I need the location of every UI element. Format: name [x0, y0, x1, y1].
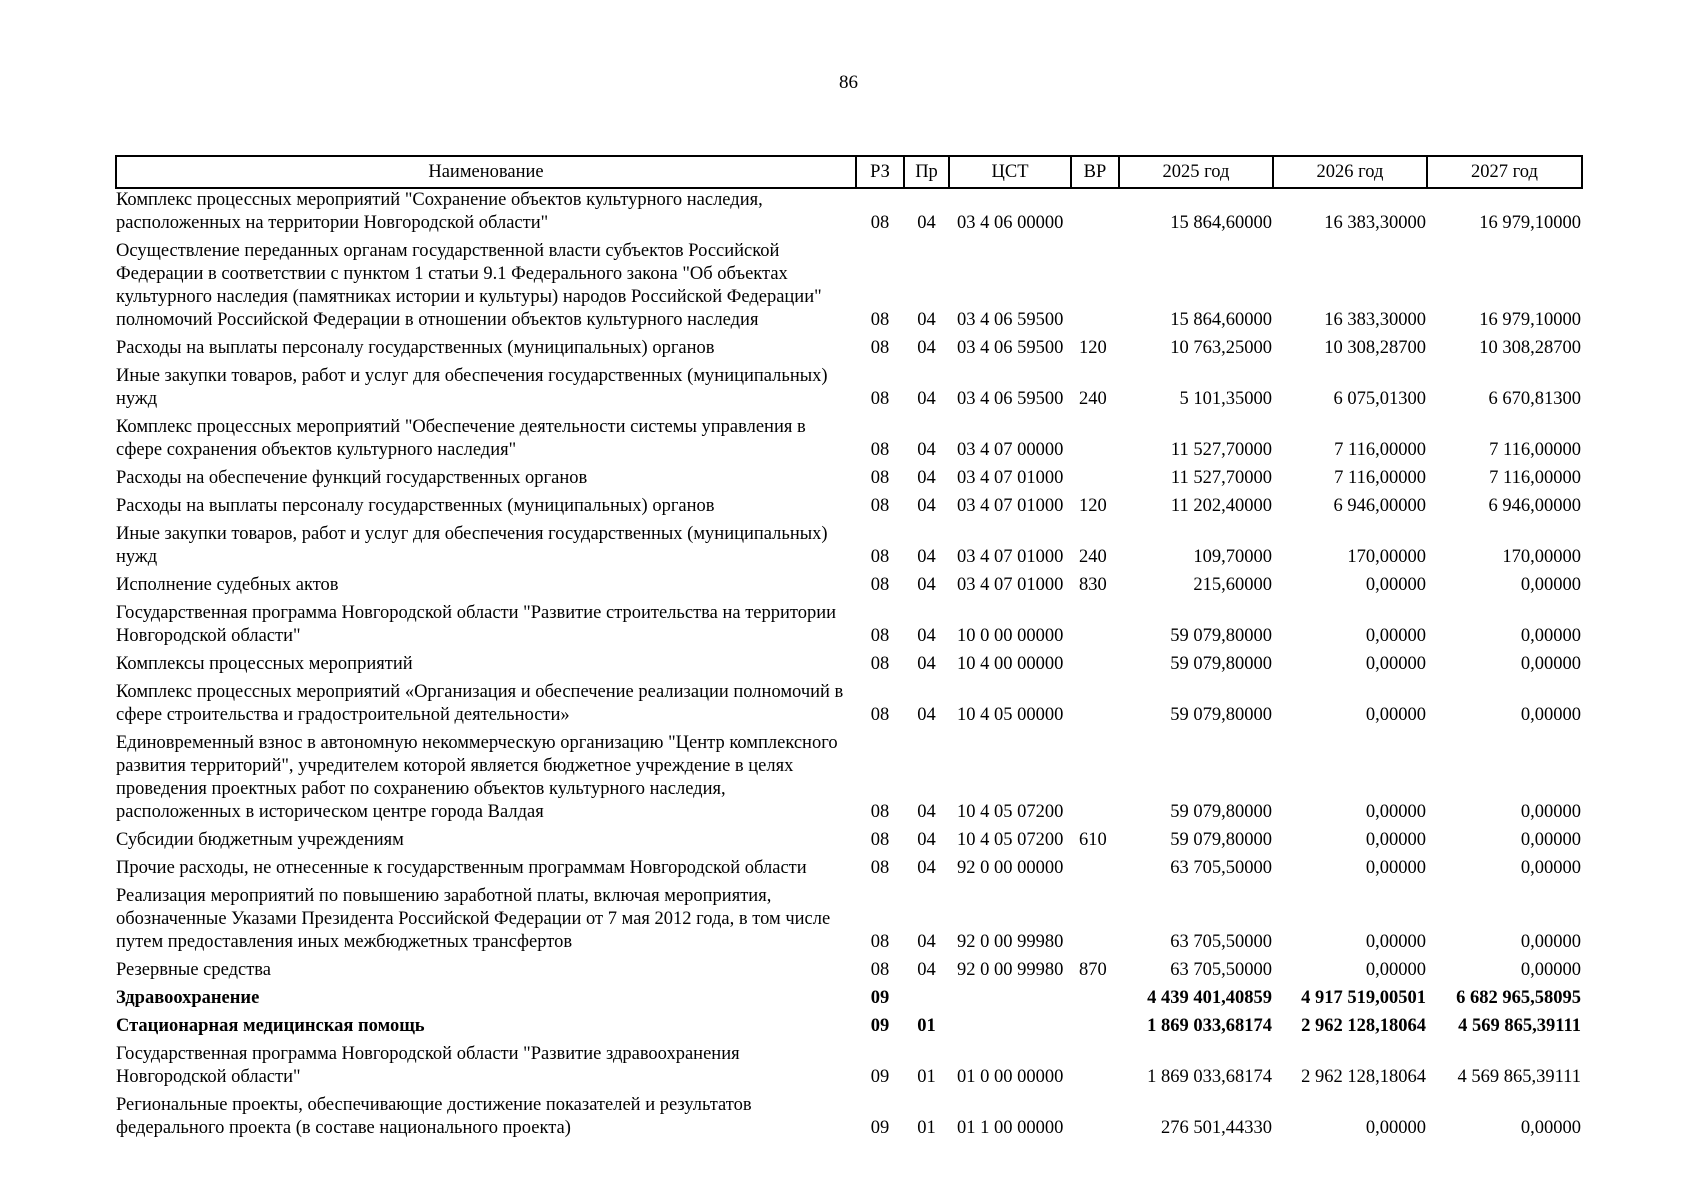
row-name: Исполнение судебных актов — [116, 575, 339, 595]
row-name: Комплекс процессных мероприятий «Организация и обеспечение реализации полномочий в сфере строительства и градостроительной деятельности» — [116, 682, 844, 725]
column-header-rz: РЗ — [856, 156, 904, 188]
row-2025: 11 202,40000 — [1170, 496, 1272, 516]
table-row — [116, 240, 1582, 337]
row-vr — [1071, 987, 1119, 1015]
row-2027: 0,00000 — [1520, 932, 1581, 952]
row-2025: 11 527,70000 — [1170, 440, 1272, 460]
row-name: Резервные средства — [116, 960, 271, 980]
row-name: Расходы на обеспечение функций государственных органов — [116, 468, 588, 488]
row-2027: 16 979,10000 — [1479, 213, 1581, 233]
row-cst: 01 0 00 00000 — [957, 1067, 1064, 1087]
column-header-pr: Пр — [904, 156, 949, 188]
row-2026: 0,00000 — [1365, 830, 1426, 850]
row-2026: 2 962 128,18064 — [1301, 1067, 1426, 1087]
row-vr — [1071, 1094, 1119, 1145]
row-rz: 09 — [870, 988, 890, 1008]
table-row — [116, 365, 1582, 416]
row-cst: 03 4 06 00000 — [957, 213, 1064, 233]
row-vr — [1071, 732, 1119, 829]
row-rz: 09 — [870, 1118, 890, 1138]
table-row — [116, 987, 1582, 1015]
row-2025: 59 079,80000 — [1170, 802, 1272, 822]
row-pr: 04 — [917, 496, 936, 516]
row-vr: 120 — [1079, 496, 1107, 516]
table-row — [116, 829, 1582, 857]
row-rz: 09 — [870, 1016, 890, 1036]
row-cst — [949, 987, 1071, 1015]
row-2025: 59 079,80000 — [1170, 626, 1272, 646]
row-name: Государственная программа Новгородской области "Развитие здравоохранения Новгородской области" — [116, 1044, 740, 1087]
row-2025: 15 864,60000 — [1170, 310, 1272, 330]
row-rz: 09 — [870, 1067, 890, 1087]
row-2025: 11 527,70000 — [1170, 468, 1272, 488]
row-2025: 1 869 033,68174 — [1147, 1016, 1272, 1036]
row-rz: 08 — [870, 338, 890, 358]
row-2026: 0,00000 — [1365, 960, 1426, 980]
row-rz: 08 — [870, 440, 890, 460]
column-header-name: Наименование — [116, 156, 856, 188]
row-cst: 03 4 07 01000 — [957, 468, 1064, 488]
row-2026: 6 075,01300 — [1333, 389, 1426, 409]
row-vr: 240 — [1079, 547, 1107, 567]
row-rz: 08 — [870, 830, 890, 850]
table-row — [116, 416, 1582, 467]
row-cst: 10 0 00 00000 — [957, 626, 1064, 646]
row-rz: 08 — [870, 705, 890, 725]
row-cst: 92 0 00 00000 — [957, 858, 1064, 878]
row-cst: 01 1 00 00000 — [957, 1118, 1064, 1138]
row-vr — [1071, 885, 1119, 959]
row-rz: 08 — [870, 960, 890, 980]
row-name: Иные закупки товаров, работ и услуг для обеспечения государственных (муниципальных) нужд — [116, 366, 828, 409]
row-pr: 04 — [917, 960, 936, 980]
column-header-2026: 2026 год — [1273, 156, 1427, 188]
table-row — [116, 959, 1582, 987]
row-2027: 0,00000 — [1520, 626, 1581, 646]
row-name: Расходы на выплаты персоналу государственных (муниципальных) органов — [116, 496, 715, 516]
row-2026: 7 116,00000 — [1334, 468, 1426, 488]
row-2025: 59 079,80000 — [1170, 830, 1272, 850]
row-2027: 6 682 965,58095 — [1456, 988, 1581, 1008]
column-header-cst: ЦСТ — [949, 156, 1071, 188]
row-pr: 04 — [917, 389, 936, 409]
row-vr — [1071, 602, 1119, 653]
table-row — [116, 1094, 1582, 1145]
row-2025: 59 079,80000 — [1170, 705, 1272, 725]
row-name: Осуществление переданных органам государственной власти субъектов Российской Федерации в соответствии с пунктом 1 статьи 9.1 Федерального закона "Об объектах культурного наследия (памятниках истории и культуры) народов Российской Федерации" полномочий Российской Федерации в отношении объектов культурного наследия — [116, 241, 822, 330]
row-rz: 08 — [870, 468, 890, 488]
row-2026: 0,00000 — [1365, 858, 1426, 878]
row-rz: 08 — [870, 654, 890, 674]
row-pr: 04 — [917, 705, 936, 725]
row-2026: 0,00000 — [1365, 705, 1426, 725]
row-cst: 03 4 06 59500 — [957, 389, 1064, 409]
row-2027: 7 116,00000 — [1489, 440, 1581, 460]
row-rz: 08 — [870, 496, 890, 516]
row-vr — [1071, 467, 1119, 495]
row-name: Комплексы процессных мероприятий — [116, 654, 413, 674]
row-pr: 01 — [917, 1118, 936, 1138]
row-2027: 16 979,10000 — [1479, 310, 1581, 330]
row-vr: 610 — [1079, 830, 1107, 850]
table-row — [116, 885, 1582, 959]
row-vr — [1071, 653, 1119, 681]
table-row — [116, 602, 1582, 653]
row-pr: 04 — [917, 830, 936, 850]
row-2025: 276 501,44330 — [1161, 1118, 1272, 1138]
row-vr — [1071, 681, 1119, 732]
table-row — [116, 467, 1582, 495]
table-row — [116, 732, 1582, 829]
budget-table — [115, 155, 1583, 1145]
column-header-2025: 2025 год — [1119, 156, 1273, 188]
row-2025: 1 869 033,68174 — [1147, 1067, 1272, 1087]
row-rz: 08 — [870, 310, 890, 330]
table-header-row — [116, 156, 1582, 188]
row-cst: 10 4 05 07200 — [957, 830, 1064, 850]
row-2027: 6 946,00000 — [1488, 496, 1581, 516]
row-2027: 0,00000 — [1520, 830, 1581, 850]
row-vr — [1071, 1015, 1119, 1043]
row-pr: 04 — [917, 310, 936, 330]
row-2027: 0,00000 — [1520, 802, 1581, 822]
column-header-vr: ВР — [1071, 156, 1119, 188]
row-cst: 03 4 06 59500 — [957, 310, 1064, 330]
row-pr: 04 — [917, 626, 936, 646]
row-name: Расходы на выплаты персоналу государственных (муниципальных) органов — [116, 338, 715, 358]
row-name: Прочие расходы, не отнесенные к государственным программам Новгородской области — [116, 858, 807, 878]
row-vr: 120 — [1079, 338, 1107, 358]
row-rz: 08 — [870, 389, 890, 409]
row-name: Иные закупки товаров, работ и услуг для обеспечения государственных (муниципальных) нужд — [116, 524, 828, 567]
row-2025: 109,70000 — [1193, 547, 1272, 567]
row-rz: 08 — [870, 547, 890, 567]
page-number: 86 — [839, 72, 858, 93]
row-2026: 16 383,30000 — [1324, 310, 1426, 330]
row-cst — [949, 1015, 1071, 1043]
row-pr: 04 — [917, 932, 936, 952]
row-2026: 170,00000 — [1347, 547, 1426, 567]
row-cst: 03 4 07 00000 — [957, 440, 1064, 460]
row-2026: 7 116,00000 — [1334, 440, 1426, 460]
row-2026: 0,00000 — [1365, 932, 1426, 952]
row-2026: 4 917 519,00501 — [1301, 988, 1426, 1008]
row-2027: 4 569 865,39111 — [1458, 1016, 1581, 1036]
row-rz: 08 — [870, 802, 890, 822]
row-pr: 04 — [917, 858, 936, 878]
row-pr: 04 — [917, 547, 936, 567]
row-cst: 10 4 05 00000 — [957, 705, 1064, 725]
row-pr: 04 — [917, 213, 936, 233]
row-vr: 870 — [1079, 960, 1107, 980]
row-pr: 04 — [917, 338, 936, 358]
table-row — [116, 681, 1582, 732]
row-rz: 08 — [870, 932, 890, 952]
row-2026: 0,00000 — [1365, 1118, 1426, 1138]
table-row — [116, 495, 1582, 523]
row-2026: 0,00000 — [1365, 575, 1426, 595]
row-cst: 03 4 07 01000 — [957, 575, 1064, 595]
row-name: Стационарная медицинская помощь — [116, 1016, 425, 1036]
row-pr: 01 — [917, 1067, 936, 1087]
row-2027: 0,00000 — [1520, 575, 1581, 595]
row-2027: 0,00000 — [1520, 1118, 1581, 1138]
row-2026: 0,00000 — [1365, 654, 1426, 674]
row-vr — [1071, 188, 1119, 240]
row-2027: 170,00000 — [1502, 547, 1581, 567]
row-2027: 0,00000 — [1520, 705, 1581, 725]
row-2027: 0,00000 — [1520, 858, 1581, 878]
row-vr — [1071, 857, 1119, 885]
row-rz: 08 — [870, 213, 890, 233]
row-2025: 15 864,60000 — [1170, 213, 1272, 233]
row-cst: 92 0 00 99980 — [957, 932, 1064, 952]
column-header-2027: 2027 год — [1427, 156, 1582, 188]
row-name: Реализация мероприятий по повышению заработной платы, включая мероприятия, обозначенные Указами Президента Российской Федерации от 7 мая 2012 года, в том числе путем предоставления иных межбюджетных трансфертов — [116, 886, 831, 952]
table-body — [116, 188, 1582, 1145]
row-2025: 4 439 401,40859 — [1147, 988, 1272, 1008]
row-cst: 03 4 06 59500 — [957, 338, 1064, 358]
row-rz: 08 — [870, 626, 890, 646]
table-row — [116, 574, 1582, 602]
row-vr — [1071, 240, 1119, 337]
row-pr: 04 — [917, 440, 936, 460]
row-name: Здравоохранение — [116, 988, 260, 1008]
row-2027: 0,00000 — [1520, 654, 1581, 674]
row-pr: 04 — [917, 575, 936, 595]
row-cst: 03 4 07 01000 — [957, 496, 1064, 516]
row-2025: 5 101,35000 — [1179, 389, 1272, 409]
row-2027: 7 116,00000 — [1489, 468, 1581, 488]
row-name: Единовременный взнос в автономную некоммерческую организацию "Центр комплексного развития территорий", учредителем которой является бюджетное учреждение в целях проведения проектных работ по сохранению объектов культурного наследия, расположенных в историческом центре города Валдая — [116, 733, 838, 822]
row-2026: 0,00000 — [1365, 802, 1426, 822]
row-pr: 04 — [917, 468, 936, 488]
row-2025: 63 705,50000 — [1170, 960, 1272, 980]
table-row — [116, 1043, 1582, 1094]
row-vr — [1071, 1043, 1119, 1094]
row-cst: 03 4 07 01000 — [957, 547, 1064, 567]
row-cst: 10 4 05 07200 — [957, 802, 1064, 822]
row-2026: 10 308,28700 — [1324, 338, 1426, 358]
table-row — [116, 653, 1582, 681]
row-2025: 63 705,50000 — [1170, 932, 1272, 952]
table-row — [116, 337, 1582, 365]
row-2025: 59 079,80000 — [1170, 654, 1272, 674]
table-row — [116, 523, 1582, 574]
row-2025: 63 705,50000 — [1170, 858, 1272, 878]
row-cst: 10 4 00 00000 — [957, 654, 1064, 674]
row-2026: 0,00000 — [1365, 626, 1426, 646]
row-2027: 0,00000 — [1520, 960, 1581, 980]
row-vr: 240 — [1079, 389, 1107, 409]
row-cst: 92 0 00 99980 — [957, 960, 1064, 980]
table-row — [116, 857, 1582, 885]
row-rz: 08 — [870, 858, 890, 878]
row-rz: 08 — [870, 575, 890, 595]
row-name: Субсидии бюджетным учреждениям — [116, 830, 404, 850]
row-vr — [1071, 416, 1119, 467]
row-2027: 4 569 865,39111 — [1457, 1067, 1581, 1087]
row-name: Региональные проекты, обеспечивающие достижение показателей и результатов федерального проекта (в составе национального проекта) — [116, 1095, 752, 1138]
row-2026: 16 383,30000 — [1324, 213, 1426, 233]
row-pr: 04 — [917, 802, 936, 822]
table-row — [116, 1015, 1582, 1043]
row-2027: 10 308,28700 — [1479, 338, 1581, 358]
row-name: Комплекс процессных мероприятий "Обеспечение деятельности системы управления в сфере сохранения объектов культурного наследия" — [116, 417, 806, 460]
row-pr — [904, 987, 949, 1015]
row-vr: 830 — [1079, 575, 1107, 595]
row-2026: 2 962 128,18064 — [1301, 1016, 1426, 1036]
row-2025: 215,60000 — [1193, 575, 1272, 595]
row-name: Комплекс процессных мероприятий "Сохранение объектов культурного наследия, расположенных на территории Новгородской области" — [116, 190, 763, 233]
row-2027: 6 670,81300 — [1488, 389, 1581, 409]
row-pr: 04 — [917, 654, 936, 674]
table-row — [116, 188, 1582, 240]
row-2026: 6 946,00000 — [1333, 496, 1426, 516]
row-name: Государственная программа Новгородской области "Развитие строительства на территории Новгородской области" — [116, 603, 837, 646]
row-pr: 01 — [917, 1016, 936, 1036]
row-2025: 10 763,25000 — [1170, 338, 1272, 358]
